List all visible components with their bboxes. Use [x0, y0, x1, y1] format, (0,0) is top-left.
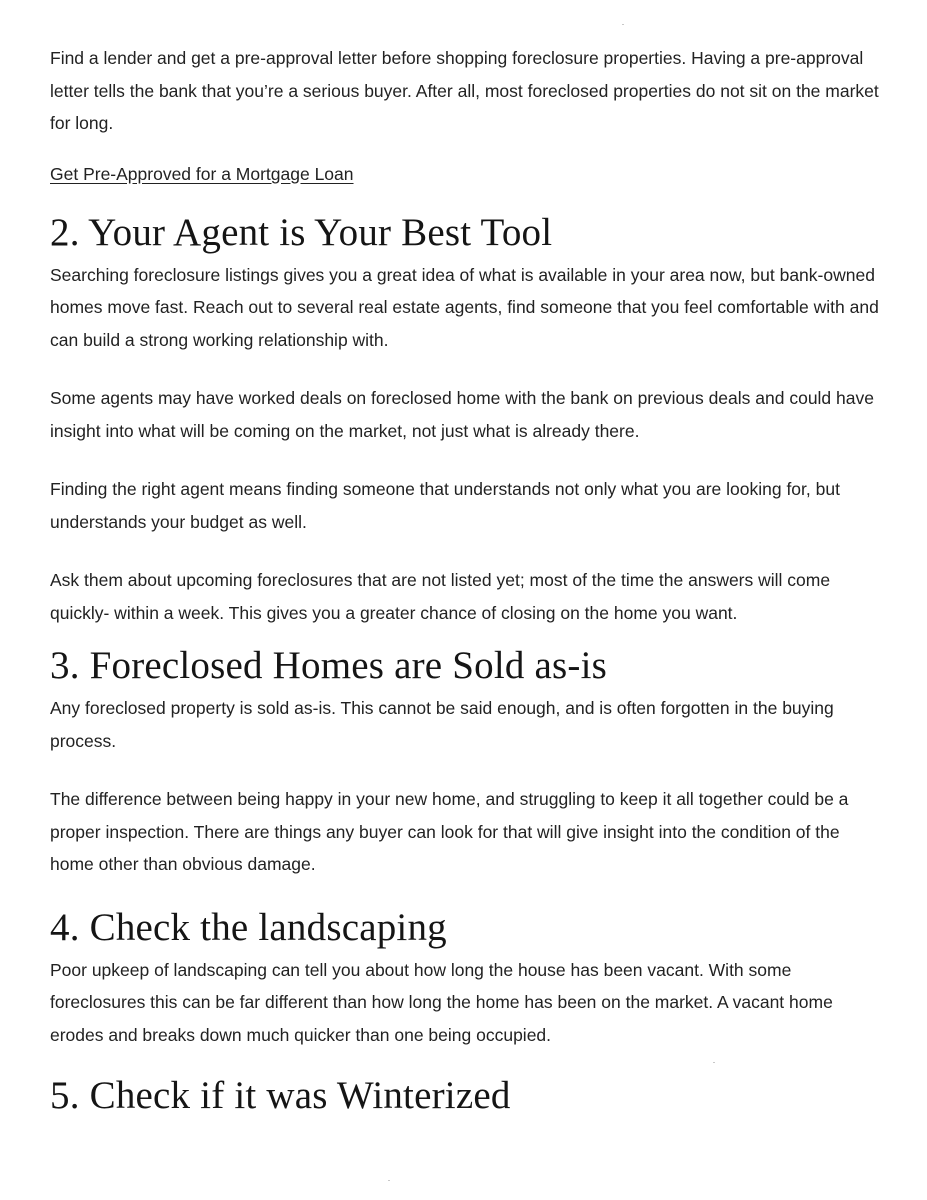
scan-speck [622, 24, 624, 25]
agent-paragraph-4: Ask them about upcoming foreclosures that are not listed yet; most of the time the answers will come quickly- within a week. This gives you a greater chance of closing on the home you want. [50, 570, 831, 623]
section-heading-sold-as-is: 3. Foreclosed Homes are Sold as-is [50, 644, 608, 687]
document-page [50, 42, 880, 1119]
agent-paragraph-2: Some agents may have worked deals on foreclosed home with the bank on previous deals and could have insight into what will be coming on the market, not just what is already there. [50, 388, 874, 441]
scan-speck [713, 1062, 715, 1063]
intro-paragraph: Find a lender and get a pre-approval letter before shopping foreclosure properties. Having a pre-approval letter tells the bank that you’re a serious buyer. After all, most foreclosed properties do not sit on the market for long. [50, 48, 879, 133]
section-heading-winterized: 5. Check if it was Winterized [50, 1074, 511, 1117]
section-heading-landscaping: 4. Check the landscaping [50, 905, 447, 949]
agent-paragraph-3: Finding the right agent means finding someone that understands not only what you are looking for, but understands your budget as well. [50, 479, 840, 532]
pre-approval-link[interactable]: Get Pre-Approved for a Mortgage Loan [50, 163, 354, 184]
section-heading-agent: 2. Your Agent is Your Best Tool [50, 210, 553, 254]
as-is-paragraph-1: Any foreclosed property is sold as-is. This cannot be said enough, and is often forgotten in the buying process. [50, 698, 834, 751]
agent-paragraph-1: Searching foreclosure listings gives you a great idea of what is available in your area now, but bank-owned homes move fast. Reach out to several real estate agents, find someone that you feel comfortable with and can build a strong working relationship with. [50, 264, 879, 350]
landscaping-paragraph-1: Poor upkeep of landscaping can tell you about how long the house has been vacant. With some foreclosures this can be far different than how long the home has been on the market. A vacant home erodes and breaks down much quicker than one being occupied. [50, 959, 833, 1045]
as-is-paragraph-2: The difference between being happy in your new home, and struggling to keep it all together could be a proper inspection. There are things any buyer can look for that will give insight into the condition of the home other than obvious damage. [50, 789, 849, 874]
scan-speck [388, 1180, 390, 1181]
